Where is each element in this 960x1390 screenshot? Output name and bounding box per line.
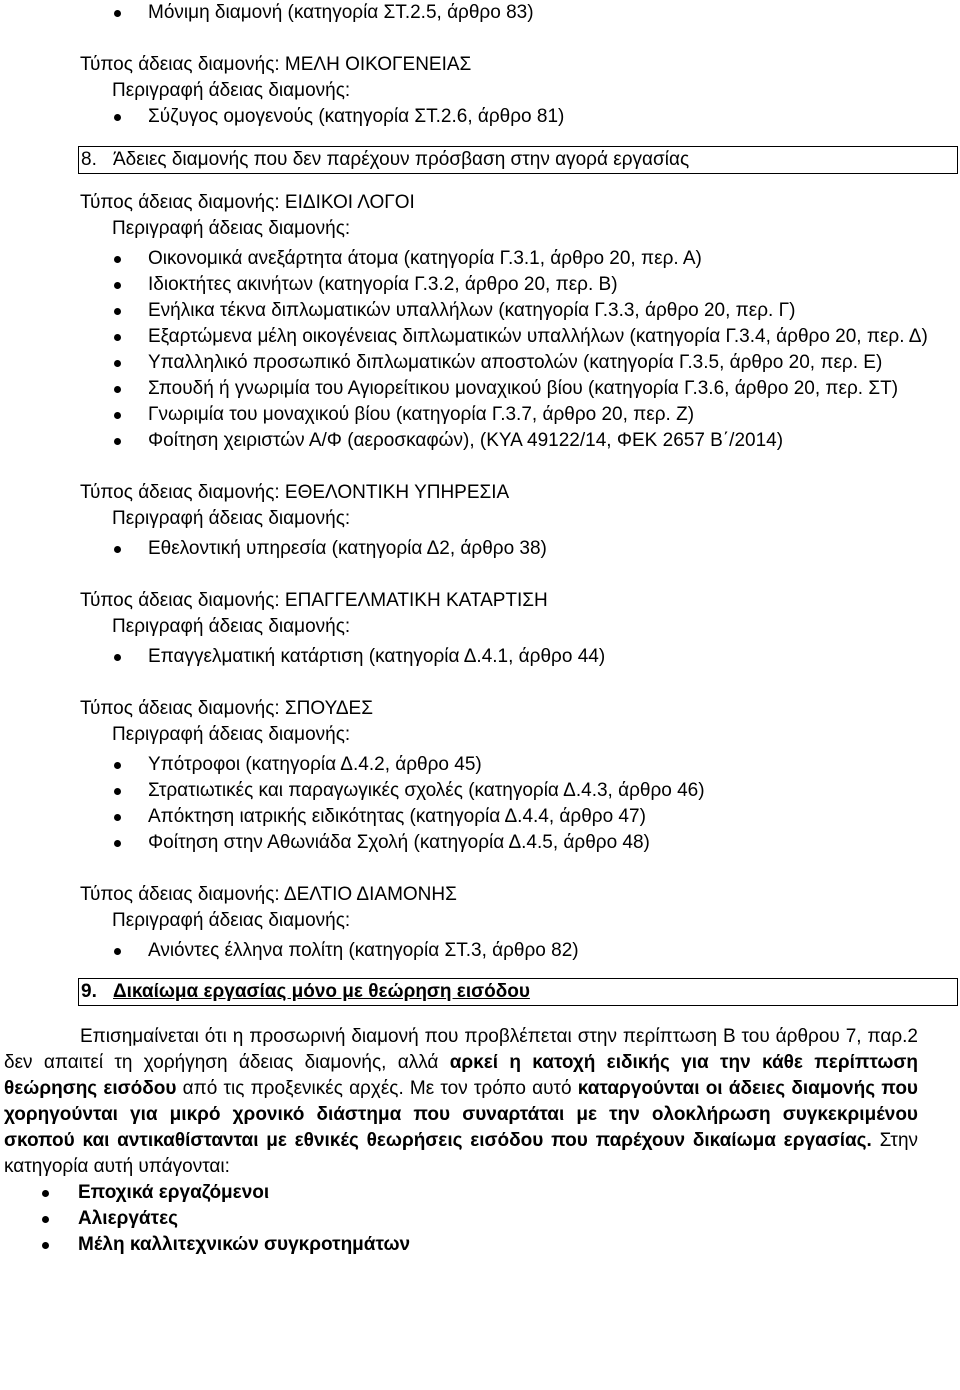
- bullet-icon: [114, 762, 121, 769]
- bullet-icon: [114, 386, 121, 393]
- bullet-icon: [42, 1242, 49, 1249]
- section-9-heading: [78, 978, 958, 1006]
- bullet-icon: [114, 308, 121, 315]
- list-item: Μόνιμη διαμονή (κατηγορία ΣΤ.2.5, άρθρο 83): [0, 0, 960, 26]
- vocational-list: [0, 644, 960, 670]
- section-number: 9.: [81, 981, 97, 1002]
- list-item: Απόκτηση ιατρικής ειδικότητας (κατηγορία Δ.4.4, άρθρο 47): [0, 804, 960, 830]
- top-list: [0, 0, 960, 26]
- permit-desc-label: Περιγραφή άδειας διαμονής:: [112, 508, 351, 529]
- list-item: Εποχικά εργαζόμενοι: [0, 1180, 960, 1206]
- bullet-icon: [114, 546, 121, 553]
- list-item: Αλιεργάτες: [0, 1206, 960, 1232]
- permit-type-studies: Τύπος άδειας διαμονής: ΣΠΟΥΔΕΣ: [80, 698, 373, 719]
- list-item: Ανιόντες έλληνα πολίτη (κατηγορία ΣΤ.3, άρθρο 82): [0, 938, 960, 964]
- list-item: Ενήλικα τέκνα διπλωματικών υπαλλήλων (κατηγορία Γ.3.3, άρθρο 20, περ. Γ): [0, 298, 960, 324]
- family-list: [0, 104, 960, 130]
- list-item: Μέλη καλλιτεχνικών συγκροτημάτων: [0, 1232, 960, 1258]
- permit-type-vocational: Τύπος άδειας διαμονής: ΕΠΑΓΓΕΛΜΑΤΙΚΗ ΚΑΤΑΡΤΙΣΗ: [80, 590, 548, 611]
- bullet-icon: [114, 412, 121, 419]
- list-item: Ιδιοκτήτες ακινήτων (κατηγορία Γ.3.2, άρθρο 20, περ. Β): [0, 272, 960, 298]
- residence-card-list: [0, 938, 960, 964]
- permit-desc-label: Περιγραφή άδειας διαμονής:: [112, 616, 351, 637]
- list-item: Εθελοντική υπηρεσία (κατηγορία Δ2, άρθρο 38): [0, 536, 960, 562]
- bullet-icon: [114, 814, 121, 821]
- list-item: Στρατιωτικές και παραγωγικές σχολές (κατηγορία Δ.4.3, άρθρο 46): [0, 778, 960, 804]
- permit-type-residence-card: Τύπος άδειας διαμονής: ΔΕΛΤΙΟ ΔΙΑΜΟΝΗΣ: [80, 884, 457, 905]
- list-item: Φοίτηση χειριστών Α/Φ (αεροσκαφών), (ΚΥΑ 49122/14, ΦΕΚ 2657 Β΄/2014): [0, 428, 960, 454]
- list-item: Υπαλληλικό προσωπικό διπλωματικών αποστολών (κατηγορία Γ.3.5, άρθρο 20, περ. Ε): [0, 350, 960, 376]
- bullet-icon: [42, 1216, 49, 1223]
- bullet-icon: [114, 788, 121, 795]
- body-paragraph: Επισημαίνεται ότι η προσωρινή διαμονή που προβλέπεται στην περίπτωση Β του άρθρου 7, παρ.2 δεν απαιτεί τη χορήγηση άδειας διαμονής, αλλά αρκεί η κατοχή ειδικής για την κάθε περίπτωση θεώρησης εισόδου από τις προξενικές αρχές. Με τον τρόπο αυτό καταργούνται οι άδειες διαμονής που χορηγούνται για μικρό χρονικό διάστημα που συναρτάται με την ολοκλήρωση συγκεκριμένου σκοπού και αντικαθίστανται με εθνικές θεωρήσεις εισόδου που παρέχουν δικαίωμα εργασίας. Στην κατηγορία αυτή υπάγονται:: [4, 1026, 919, 1177]
- permit-type-volunteer: Τύπος άδειας διαμονής: ΕΘΕΛΟΝΤΙΚΗ ΥΠΗΡΕΣΙΑ: [80, 482, 510, 503]
- bullet-icon: [114, 840, 121, 847]
- bullet-icon: [114, 360, 121, 367]
- list-item: Επαγγελματική κατάρτιση (κατηγορία Δ.4.1, άρθρο 44): [0, 644, 960, 670]
- section-8-heading: [78, 146, 958, 174]
- list-item: Υπότροφοι (κατηγορία Δ.4.2, άρθρο 45): [0, 752, 960, 778]
- studies-list: [0, 752, 960, 856]
- list-item: Φοίτηση στην Αθωνιάδα Σχολή (κατηγορία Δ.4.5, άρθρο 48): [0, 830, 960, 856]
- section-title: Άδειες διαμονής που δεν παρέχουν πρόσβαση στην αγορά εργασίας: [113, 149, 690, 170]
- list-item: Εξαρτώμενα μέλη οικογένειας διπλωματικών υπαλλήλων (κατηγορία Γ.3.4, άρθρο 20, περ. Δ): [0, 324, 960, 350]
- bullet-icon: [42, 1190, 49, 1197]
- visa-category-list: [0, 1180, 960, 1258]
- permit-type-family: Τύπος άδειας διαμονής: ΜΕΛΗ ΟΙΚΟΓΕΝΕΙΑΣ: [80, 54, 472, 75]
- bullet-icon: [114, 256, 121, 263]
- list-item: Οικονομικά ανεξάρτητα άτομα (κατηγορία Γ.3.1, άρθρο 20, περ. Α): [0, 246, 960, 272]
- special-list: [0, 246, 960, 454]
- bullet-icon: [114, 334, 121, 341]
- bullet-icon: [114, 10, 121, 17]
- section-title: Δικαίωμα εργασίας μόνο με θεώρηση εισόδου: [113, 981, 530, 1002]
- volunteer-list: [0, 536, 960, 562]
- bullet-icon: [114, 114, 121, 121]
- list-item: Σύζυγος ομογενούς (κατηγορία ΣΤ.2.6, άρθρο 81): [0, 104, 960, 130]
- list-item: Σπουδή ή γνωριμία του Αγιορείτικου μοναχικού βίου (κατηγορία Γ.3.6, άρθρο 20, περ. ΣΤ): [0, 376, 960, 402]
- bullet-icon: [114, 438, 121, 445]
- bullet-icon: [114, 282, 121, 289]
- permit-desc-label: Περιγραφή άδειας διαμονής:: [112, 910, 351, 931]
- permit-desc-label: Περιγραφή άδειας διαμονής:: [112, 80, 351, 101]
- permit-desc-label: Περιγραφή άδειας διαμονής:: [112, 218, 351, 239]
- permit-type-special: Τύπος άδειας διαμονής: ΕΙΔΙΚΟΙ ΛΟΓΟΙ: [80, 192, 415, 213]
- permit-desc-label: Περιγραφή άδειας διαμονής:: [112, 724, 351, 745]
- bullet-icon: [114, 948, 121, 955]
- section-number: 8.: [81, 149, 97, 170]
- bullet-icon: [114, 654, 121, 661]
- list-item: Γνωριμία του μοναχικού βίου (κατηγορία Γ.3.7, άρθρο 20, περ. Ζ): [0, 402, 960, 428]
